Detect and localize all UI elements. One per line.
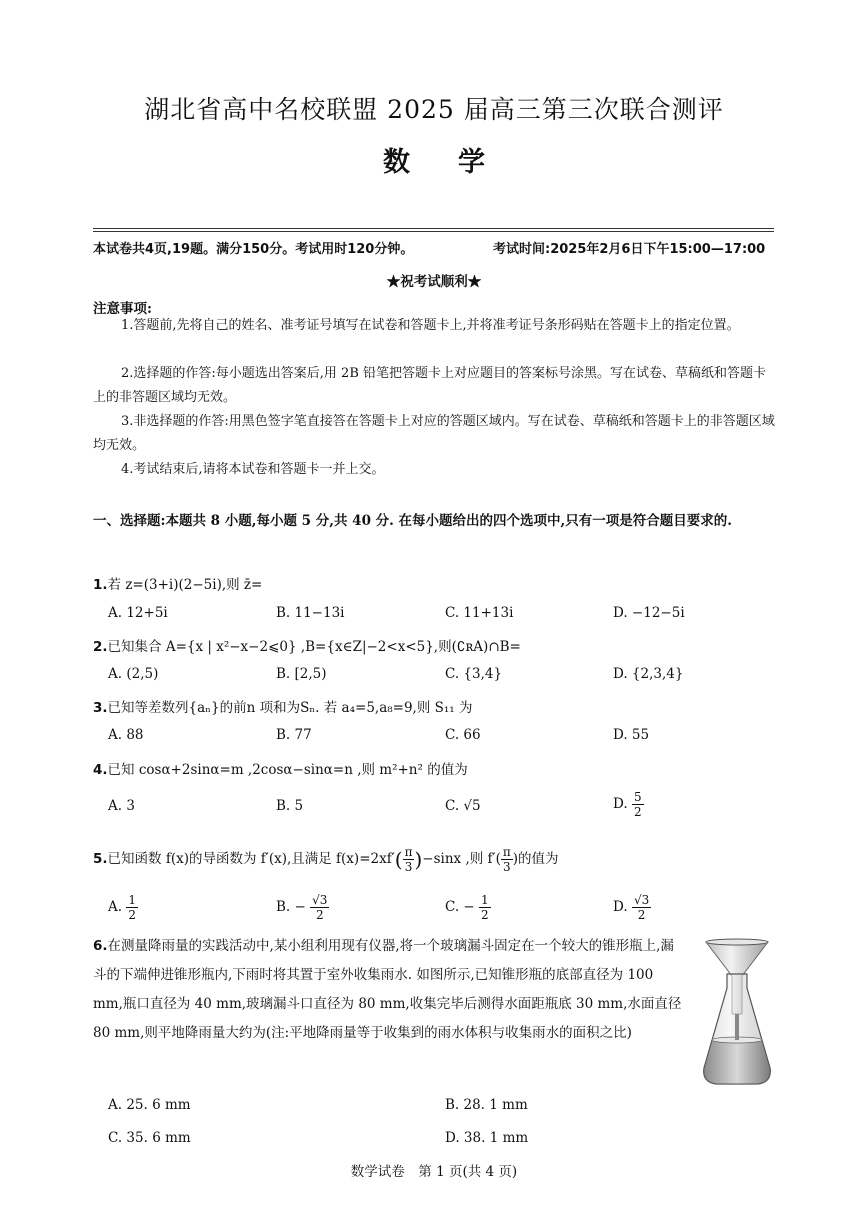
option-a: A. 3 — [108, 798, 135, 814]
good-luck-banner: ★祝考试顺利★ — [386, 274, 482, 290]
option-a: A. 25. 6 mm — [108, 1097, 191, 1113]
section-heading: 一、选择题:本题共 8 小题,每小题 5 分,共 40 分. 在每小题给出的四个选项中,只有一项是符合题目要求的. — [93, 513, 732, 529]
option-c: C. − $\frac{1}{2}$ — [445, 893, 489, 922]
fraction: $\frac{1}{2}$ — [128, 893, 136, 922]
option-b: B. − $\frac{√3}{2}$ — [276, 893, 328, 922]
option-c: C. 35. 6 mm — [108, 1130, 191, 1146]
notice-heading: 注意事项: — [93, 301, 152, 317]
option-d: D. −12−5i — [613, 605, 685, 621]
exam-subject: 数学 — [383, 147, 533, 178]
option-c: C. 11+13i — [445, 605, 514, 621]
page-footer: 数学试卷 第 1 页(共 4 页) — [350, 1164, 518, 1180]
question-5: 5.已知函数 f(x)的导函数为 f′(x),且满足 f(x)=2xf′( $\frac{\pi}{3}$ )−sinx ,则 f′( $\frac{\pi}{3}$ )的值为 — [93, 845, 559, 874]
fraction: $\frac{\pi}{3}$ — [404, 845, 413, 874]
notice-item: 2.选择题的作答:每小题选出答案后,用 2B 铅笔把答题卡上对应题目的答案标号涂黑。写在试卷、草稿纸和答题卡上的非答题区域均无效。 — [93, 366, 767, 405]
option-d: D. 38. 1 mm — [445, 1130, 529, 1146]
notice-item: 4.考试结束后,请将本试卷和答题卡一并上交。 — [121, 462, 385, 477]
question-6: 6.在测量降雨量的实践活动中,某小组利用现有仪器,将一个玻璃漏斗固定在一个较大的锥形瓶上,漏斗的下端伸进锥形瓶内,下雨时将其置于室外收集雨水. 如图所示,已知锥形瓶的底部直径为 100 mm,瓶口直径为 40 mm,玻璃漏斗口直径为 80 mm,收集完毕后测得水面距瓶底 30 mm,水面直径 80 mm,则平地降雨量大约为(注:平地降雨量等于收集到的雨水体积与收集雨水的面积之比) — [93, 938, 682, 1041]
fraction: $\frac{1}{2}$ — [481, 893, 489, 922]
fraction: $\frac{\pi}{3}$ — [502, 845, 511, 874]
header-rule-bottom — [93, 231, 774, 232]
header-rule-top — [93, 228, 774, 229]
fraction: $\frac{√3}{2}$ — [312, 893, 328, 922]
option-a: A. (2,5) — [108, 666, 159, 682]
funnel-flask-figure — [696, 936, 778, 1088]
option-d: D. $\frac{√3}{2}$ — [613, 893, 650, 922]
question-2: 2.已知集合 A={x | x²−x−2⩽0} ,B={x∈Z|−2<x<5},则(∁ʀA)∩B= — [93, 639, 521, 655]
option-b: B. 5 — [276, 798, 304, 814]
option-b: B. [2,5) — [276, 666, 327, 682]
option-b: B. 11−13i — [276, 605, 345, 621]
option-c: C. {3,4} — [445, 666, 503, 682]
option-b: B. 77 — [276, 727, 312, 743]
question-1: 1.若 z=(3+i)(2−5i),则 z̄= — [93, 577, 263, 593]
option-a: A. $\frac{1}{2}$ — [108, 893, 136, 922]
fraction: $\frac{√3}{2}$ — [633, 893, 650, 922]
option-d: D. 55 — [613, 727, 650, 743]
exam-info-right: 考试时间:2025年2月6日下午15:00—17:00 — [493, 242, 766, 257]
option-d: D. $\frac{5}{2}$ — [613, 790, 642, 819]
question-4: 4.已知 cosα+2sinα=m ,2cosα−sinα=n ,则 m²+n² 的值为 — [93, 762, 468, 778]
fraction: $\frac{5}{2}$ — [633, 790, 642, 819]
notice-item: 3.非选择题的作答:用黑色签字笔直接答在答题卡上对应的答题区域内。写在试卷、草稿纸和答题卡上的非答题区域均无效。 — [93, 414, 775, 453]
option-b: B. 28. 1 mm — [445, 1097, 528, 1113]
exam-info-left: 本试卷共4页,19题。满分150分。考试用时120分钟。 — [93, 242, 414, 257]
option-a: A. 12+5i — [108, 605, 168, 621]
notice-item: 1.答题前,先将自己的姓名、准考证号填写在试卷和答题卡上,并将准考证号条形码贴在答题卡上的指定位置。 — [121, 318, 740, 333]
option-c: C. 66 — [445, 727, 481, 743]
option-a: A. 88 — [108, 727, 144, 743]
exam-title: 湖北省高中名校联盟 2025 届高三第三次联合测评 — [144, 95, 724, 124]
question-3: 3.已知等差数列{aₙ}的前n 项和为Sₙ. 若 a₄=5,a₈=9,则 S₁₁ 为 — [93, 700, 473, 716]
option-c: C. √5 — [445, 798, 481, 814]
option-d: D. {2,3,4} — [613, 666, 684, 682]
